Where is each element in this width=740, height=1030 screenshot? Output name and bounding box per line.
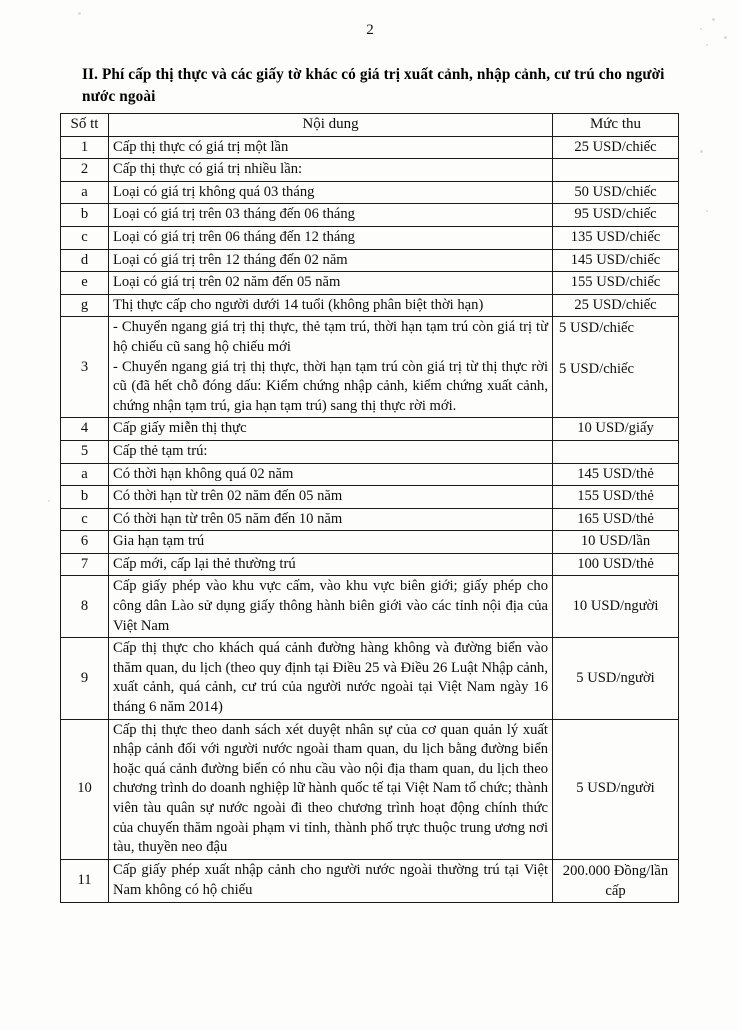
table-row — [61, 463, 679, 486]
row-index: 3 — [61, 317, 109, 418]
row-content: Loại có giá trị trên 03 tháng đến 06 tháng — [109, 204, 553, 227]
row-content: Cấp giấy phép vào khu vực cấm, vào khu vực biên giới; giấy phép cho công dân Lào sử dụng giấy thông hành biên giới vào các tỉnh nội địa của Việt Nam — [109, 576, 553, 638]
row-index: 1 — [61, 136, 109, 159]
row-index: b — [61, 486, 109, 509]
row-content: Cấp giấy phép xuất nhập cảnh cho người nước ngoài thường trú tại Việt Nam không có hộ chiếu — [109, 859, 553, 902]
table-row — [61, 553, 679, 576]
row-fee: 165 USD/thẻ — [553, 508, 679, 531]
row-content: Cấp giấy miễn thị thực — [109, 418, 553, 441]
row-fee: 145 USD/chiếc — [553, 249, 679, 272]
row-fee: 135 USD/chiếc — [553, 226, 679, 249]
table-row — [61, 638, 679, 719]
table-row — [61, 486, 679, 509]
row-fee: 10 USD/lần — [553, 531, 679, 554]
table-row — [61, 508, 679, 531]
table-body — [61, 136, 679, 902]
row-content: Cấp thị thực có giá trị một lần — [109, 136, 553, 159]
row-index: 9 — [61, 638, 109, 719]
row-fee: 95 USD/chiếc — [553, 204, 679, 227]
row-index: a — [61, 463, 109, 486]
table-row — [61, 294, 679, 317]
row-content: Cấp thẻ tạm trú: — [109, 440, 553, 463]
fee-schedule-table — [60, 113, 679, 903]
column-header-fee: Mức thu — [553, 114, 679, 137]
row-content: Cấp thị thực cho khách quá cảnh đường hàng không và đường biển vào thăm quan, du lịch (theo quy định tại Điều 25 và Điều 26 Luật Nhập cảnh, xuất cảnh, quá cảnh, cư trú của người nước ngoài tại Việt Nam ngày 16 tháng 6 năm 2014) — [109, 638, 553, 719]
row-fee: 50 USD/chiếc — [553, 181, 679, 204]
row-fee: 5 USD/người — [553, 719, 679, 859]
row-content-part: - Chuyển ngang giá trị thị thực, thẻ tạm trú, thời hạn tạm trú còn giá trị từ hộ chiếu cũ sang hộ chiếu mới — [113, 319, 548, 355]
row-fee — [553, 159, 679, 182]
column-header-content: Nội dung — [109, 114, 553, 137]
row-fee-part: 5 USD/chiếc — [559, 360, 634, 377]
table-row — [61, 272, 679, 295]
row-index: d — [61, 249, 109, 272]
column-header-index: Số tt — [61, 114, 109, 137]
table-row — [61, 181, 679, 204]
row-content: Cấp mới, cấp lại thẻ thường trú — [109, 553, 553, 576]
row-index: 6 — [61, 531, 109, 554]
row-content: Loại có giá trị trên 12 tháng đến 02 năm — [109, 249, 553, 272]
table-header-row — [61, 114, 679, 137]
table-row — [61, 859, 679, 902]
row-content-part: - Chuyển ngang giá trị thị thực, thời hạn tạm trú còn giá trị từ thị thực rời cũ (đã hết chỗ đóng dấu: Kiểm chứng nhập cảnh, kiểm chứng xuất cảnh, chứng nhận tạm trú, gia hạn tạm trú) sang thị thực rời mới. — [113, 358, 548, 414]
row-index: g — [61, 294, 109, 317]
row-fee: 145 USD/thẻ — [553, 463, 679, 486]
table-row — [61, 719, 679, 859]
table-row — [61, 249, 679, 272]
row-fee — [553, 317, 679, 418]
row-index: a — [61, 181, 109, 204]
row-fee: 200.000 Đồng/lần cấp — [553, 859, 679, 902]
row-fee: 155 USD/thẻ — [553, 486, 679, 509]
row-index: 5 — [61, 440, 109, 463]
page-number: 2 — [366, 22, 374, 38]
table-row — [61, 418, 679, 441]
row-fee: 25 USD/chiếc — [553, 136, 679, 159]
row-fee: 5 USD/người — [553, 638, 679, 719]
row-index: c — [61, 508, 109, 531]
row-content: Gia hạn tạm trú — [109, 531, 553, 554]
row-content: Có thời hạn từ trên 02 năm đến 05 năm — [109, 486, 553, 509]
row-content: Thị thực cấp cho người dưới 14 tuổi (không phân biệt thời hạn) — [109, 294, 553, 317]
row-content: Cấp thị thực theo danh sách xét duyệt nhân sự của cơ quan quản lý xuất nhập cảnh đối với người nước ngoài tham quan, du lịch bằng đường biển hoặc quá cảnh đường biển có nhu cầu vào nội địa tham quan, du lịch theo chương trình do doanh nghiệp lữ hành quốc tế tại Việt Nam tổ chức; thành viên tàu quân sự nước ngoài đi theo chương trình hoạt động chính thức của chuyến thăm ngoài phạm vi tỉnh, thành phố trực thuộc trung ương nơi tàu, thuyền neo đậu — [109, 719, 553, 859]
row-index: b — [61, 204, 109, 227]
row-index: c — [61, 226, 109, 249]
table-row — [61, 159, 679, 182]
table-row — [61, 531, 679, 554]
section-heading: II. Phí cấp thị thực và các giấy tờ khác có giá trị xuất cảnh, nhập cảnh, cư trú cho người nước ngoài — [82, 66, 665, 105]
table-row — [61, 204, 679, 227]
row-index: 4 — [61, 418, 109, 441]
table-row — [61, 226, 679, 249]
table-row — [61, 440, 679, 463]
row-index: 8 — [61, 576, 109, 638]
row-content: Cấp thị thực có giá trị nhiều lần: — [109, 159, 553, 182]
row-index: 10 — [61, 719, 109, 859]
row-content: Loại có giá trị trên 06 tháng đến 12 tháng — [109, 226, 553, 249]
row-index: 11 — [61, 859, 109, 902]
row-index: e — [61, 272, 109, 295]
table-row — [61, 136, 679, 159]
row-content: Loại có giá trị không quá 03 tháng — [109, 181, 553, 204]
table-row — [61, 317, 679, 418]
row-fee-part: 5 USD/chiếc — [559, 320, 634, 337]
table-row — [61, 576, 679, 638]
row-fee: 100 USD/thẻ — [553, 553, 679, 576]
row-fee: 155 USD/chiếc — [553, 272, 679, 295]
row-content: Loại có giá trị trên 02 năm đến 05 năm — [109, 272, 553, 295]
row-fee: 10 USD/người — [553, 576, 679, 638]
row-content — [109, 317, 553, 418]
row-content: Có thời hạn không quá 02 năm — [109, 463, 553, 486]
row-index: 7 — [61, 553, 109, 576]
row-content: Có thời hạn từ trên 05 năm đến 10 năm — [109, 508, 553, 531]
row-fee: 25 USD/chiếc — [553, 294, 679, 317]
row-fee: 10 USD/giấy — [553, 418, 679, 441]
row-index: 2 — [61, 159, 109, 182]
row-fee — [553, 440, 679, 463]
